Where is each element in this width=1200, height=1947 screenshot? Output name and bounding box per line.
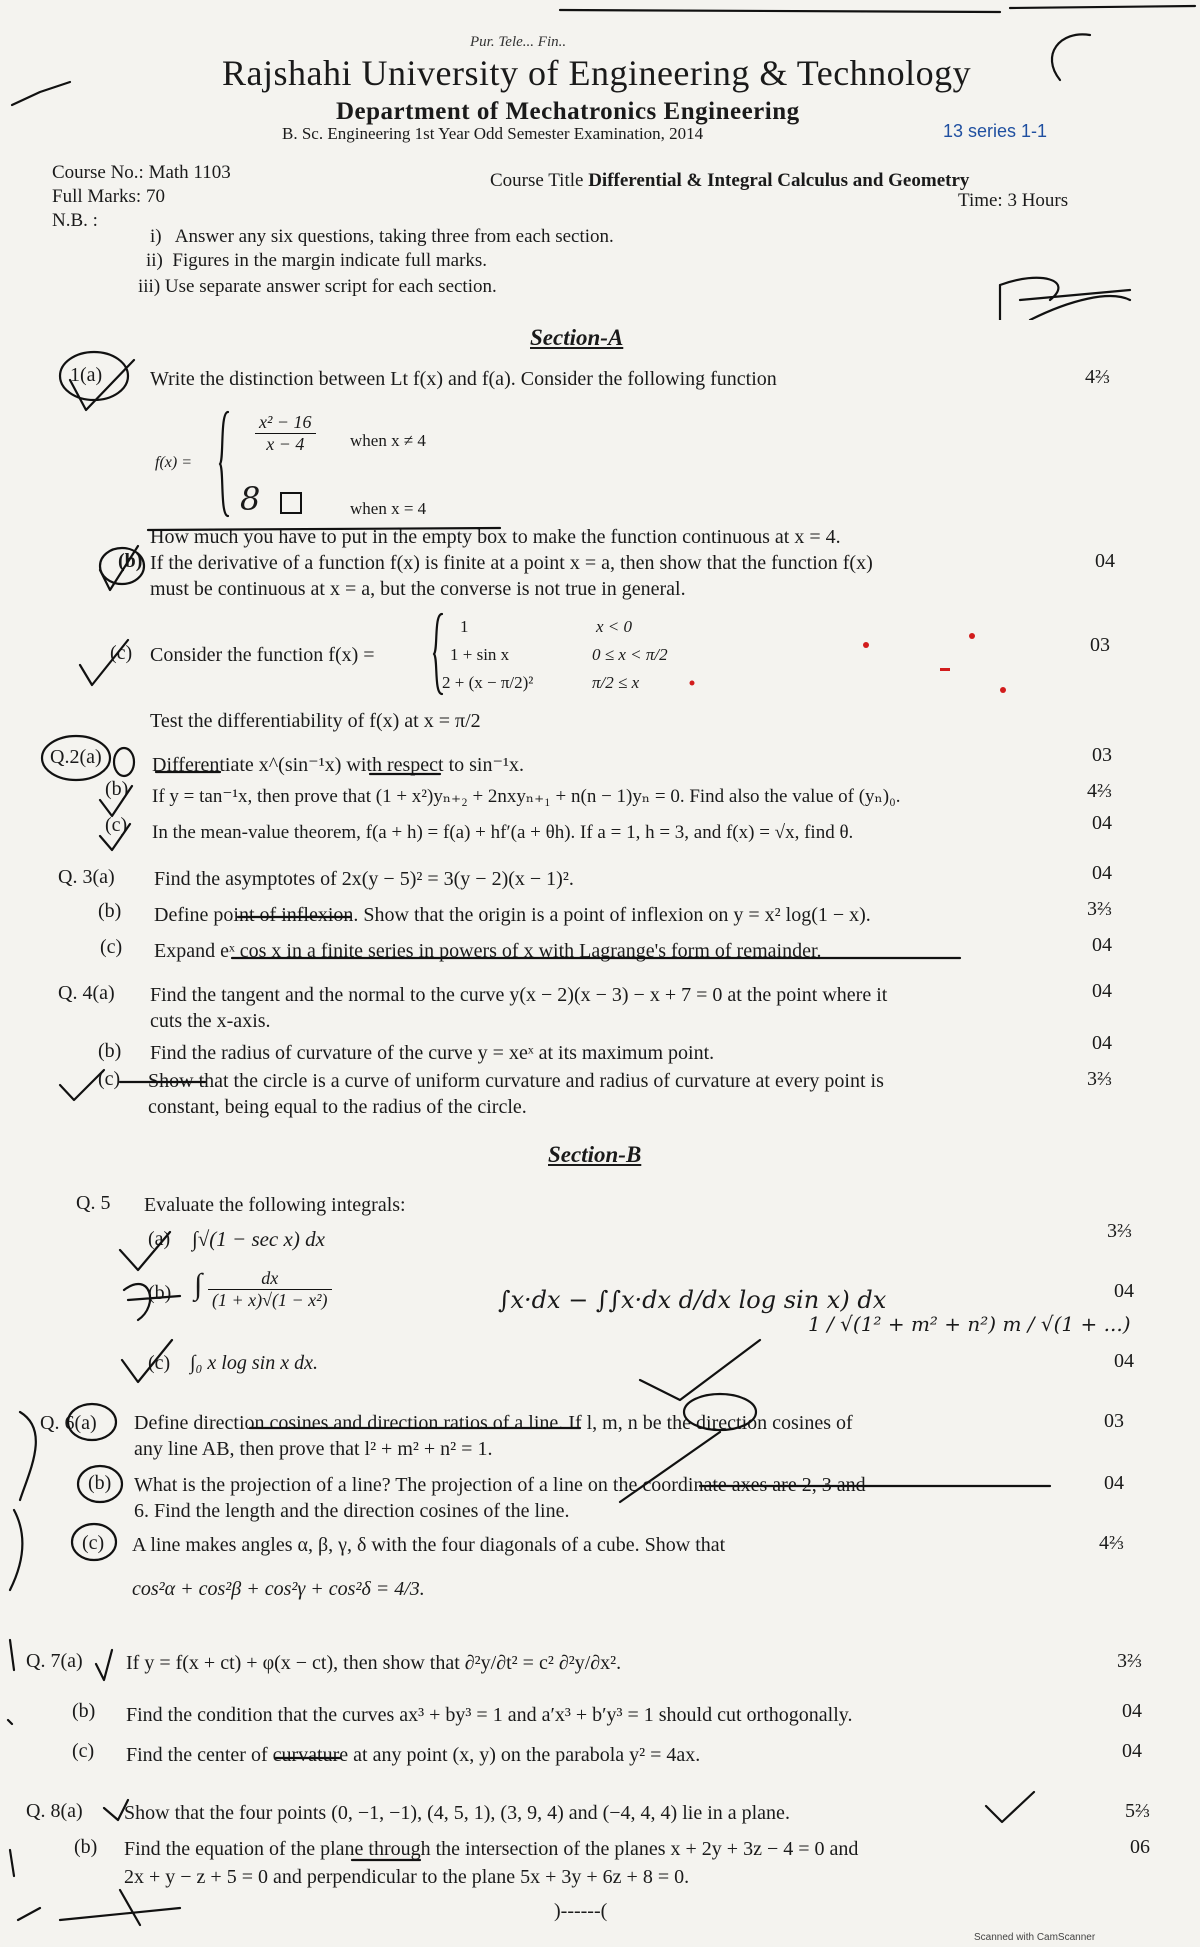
q1c-case1: 1 bbox=[460, 617, 469, 636]
q2b-label: (b) bbox=[105, 778, 129, 800]
scanner-watermark: Scanned with CamScanner bbox=[974, 1932, 1096, 1943]
q4c-text-2: constant, being equal to the radius of the circle. bbox=[148, 1096, 527, 1118]
q5a-marks: 3⅔ bbox=[1107, 1220, 1132, 1242]
q2c-text: In the mean-value theorem, f(a + h) = f(a) + hf′(a + θh). If a = 1, h = 3, and f(x) = √x, find θ. bbox=[152, 822, 854, 843]
q6c-label: (c) bbox=[82, 1532, 105, 1554]
q6a-label: Q. 6(a) bbox=[40, 1412, 97, 1434]
instruction-2: ii) Figures in the margin indicate full marks. bbox=[146, 250, 488, 271]
q7a-marks: 3⅔ bbox=[1117, 1650, 1142, 1672]
q1c-case1-condition: x < 0 bbox=[596, 617, 633, 636]
q5-label: Q. 5 bbox=[76, 1192, 111, 1214]
q8a-label: Q. 8(a) bbox=[26, 1800, 83, 1822]
q7c-text: Find the center of curvature at any point (x, y) on the parabola y² = 4ax. bbox=[126, 1744, 701, 1766]
q4a-text-1: Find the tangent and the normal to the curve y(x − 2)(x − 3) − x + 7 = 0 at the point where it bbox=[150, 984, 888, 1006]
q1a-text: Write the distinction between Lt f(x) and f(a). Consider the following function bbox=[150, 368, 777, 390]
q1a-marks: 4⅔ bbox=[1085, 366, 1110, 388]
q5-handwritten-work: ∫x·dx − ∫∫x·dx d/dx log sin x) dx bbox=[498, 1286, 887, 1314]
q5b-numerator: dx bbox=[208, 1268, 332, 1290]
q7c-marks: 04 bbox=[1122, 1740, 1142, 1762]
q1a-box-value: 8 bbox=[240, 480, 261, 518]
q3c-marks: 04 bbox=[1092, 934, 1112, 956]
q6b-label: (b) bbox=[88, 1472, 112, 1494]
section-b-title: Section-B bbox=[548, 1142, 642, 1167]
q1c-case2: 1 + sin x bbox=[450, 645, 510, 664]
university-name: Rajshahi University of Engineering & Technology bbox=[222, 53, 972, 93]
q2b-marks: 4⅔ bbox=[1087, 780, 1112, 802]
q6c-marks: 4⅔ bbox=[1099, 1532, 1124, 1554]
q8b-text-2: 2x + y − z + 5 = 0 and perpendicular to the plane 5x + 3y + 6z + 8 = 0. bbox=[124, 1866, 690, 1888]
q4b-label: (b) bbox=[98, 1040, 122, 1062]
q3b-marks: 3⅔ bbox=[1087, 898, 1112, 920]
handwritten-header-note: Pur. Tele... Fin.. bbox=[470, 34, 567, 50]
q8a-marks: 5⅔ bbox=[1125, 1800, 1150, 1822]
q1c-case2-condition: 0 ≤ x < π/2 bbox=[592, 645, 668, 664]
q7b-marks: 04 bbox=[1122, 1700, 1142, 1722]
department-name: Department of Mechatronics Engineering bbox=[336, 98, 800, 125]
q5a-text: ∫√(1 − sec x) dx bbox=[192, 1227, 325, 1251]
q2c-label: (c) bbox=[105, 814, 128, 836]
q4b-text: Find the radius of curvature of the curve y = xeˣ at its maximum point. bbox=[150, 1042, 715, 1064]
q7b-label: (b) bbox=[72, 1700, 96, 1722]
q6c-text-2: cos²α + cos²β + cos²γ + cos²δ = 4/3. bbox=[132, 1578, 425, 1600]
q4c-label: (c) bbox=[98, 1068, 121, 1090]
q5c-text: ∫₀ x log sin x dx. bbox=[190, 1352, 318, 1374]
q1b-text-1: If the derivative of a function f(x) is finite at a point x = a, then show that the function f(x) bbox=[150, 552, 873, 574]
q6b-marks: 04 bbox=[1104, 1472, 1124, 1494]
q1c-marks: 03 bbox=[1090, 634, 1110, 656]
q5a-label: (a) bbox=[148, 1228, 171, 1250]
q1c-text-2: Test the differentiability of f(x) at x = π/2 bbox=[150, 710, 481, 732]
section-a-title: Section-A bbox=[530, 325, 624, 350]
q8b-label: (b) bbox=[74, 1836, 98, 1858]
q5b-marks: 04 bbox=[1114, 1280, 1134, 1302]
q1c-case3-condition: π/2 ≤ x bbox=[592, 673, 640, 692]
q7a-text: If y = f(x + ct) + φ(x − ct), then show that ∂²y/∂t² = c² ∂²y/∂x². bbox=[126, 1652, 622, 1674]
q6a-text-1: Define direction cosines and direction ratios of a line. If l, m, n be the direction cosines of bbox=[134, 1412, 853, 1434]
course-title: Differential & Integral Calculus and Geometry bbox=[588, 170, 970, 191]
q8b-text-1: Find the equation of the plane through the intersection of the planes x + 2y + 3z − 4 = 0 and bbox=[124, 1838, 859, 1860]
q8a-text: Show that the four points (0, −1, −1), (4, 5, 1), (3, 9, 4) and (−4, 4, 4) lie in a plane. bbox=[124, 1802, 790, 1824]
course-number: Course No.: Math 1103 bbox=[52, 162, 231, 183]
instruction-3: iii) Use separate answer script for each section. bbox=[138, 276, 497, 297]
q2c-marks: 04 bbox=[1092, 812, 1112, 834]
q4c-text-1: Show that the circle is a curve of uniform curvature and radius of curvature at every point is bbox=[148, 1070, 884, 1092]
q8b-marks: 06 bbox=[1130, 1836, 1150, 1858]
q1b-label: (b) bbox=[118, 550, 143, 572]
q1a-text-2: How much you have to put in the empty box to make the function continuous at x = 4. bbox=[150, 526, 841, 548]
q1b-text-2: must be continuous at x = a, but the converse is not true in general. bbox=[150, 578, 686, 600]
q5c-label: (c) bbox=[148, 1352, 171, 1374]
exam-time: Time: 3 Hours bbox=[958, 190, 1069, 211]
q3a-marks: 04 bbox=[1092, 862, 1112, 884]
full-marks: Full Marks: 70 bbox=[52, 186, 165, 207]
q1a-label: 1(a) bbox=[70, 364, 103, 386]
q2b-text: If y = tan⁻¹x, then prove that (1 + x²)yₙ₊₂ + 2nxyₙ₊₁ + n(n − 1)yₙ = 0. Find also the value of (yₙ)₀. bbox=[152, 786, 901, 807]
q4a-marks: 04 bbox=[1092, 980, 1112, 1002]
q6b-text-2: 6. Find the length and the direction cosines of the line. bbox=[134, 1500, 570, 1522]
q4b-marks: 04 bbox=[1092, 1032, 1112, 1054]
q1c-text: Consider the function f(x) = bbox=[150, 644, 375, 666]
q5-handwritten-work-2: 1 / √(1² + m² + n²) m / √(1 + ...) bbox=[808, 1312, 1131, 1336]
q3b-text: Define point of inflexion. Show that the origin is a point of inflexion on y = x² log(1 − x). bbox=[154, 904, 871, 926]
series-note: 13 series 1-1 bbox=[943, 121, 1048, 141]
q4a-text-2: cuts the x-axis. bbox=[150, 1010, 271, 1032]
q1a-fx: f(x) = bbox=[155, 454, 192, 471]
q5b-label: (b) bbox=[148, 1282, 172, 1304]
q5c-marks: 04 bbox=[1114, 1350, 1134, 1372]
q1b-marks: 04 bbox=[1095, 550, 1115, 572]
q5-text: Evaluate the following integrals: bbox=[144, 1194, 406, 1216]
q1a-case1-denominator: x − 4 bbox=[266, 434, 305, 454]
q3a-text: Find the asymptotes of 2x(y − 5)² = 3(y − 2)(x − 1)². bbox=[154, 868, 574, 890]
q2a-text: Differentiate x^(sin⁻¹x) with respect to sin⁻¹x. bbox=[152, 754, 525, 776]
q1a-case1-numerator: x² − 16 bbox=[255, 412, 316, 434]
end-mark: )------( bbox=[554, 1900, 608, 1922]
q5b-denominator: (1 + x)√(1 − x²) bbox=[212, 1290, 328, 1310]
q3a-label: Q. 3(a) bbox=[58, 866, 115, 888]
q1a-case1-condition: when x ≠ 4 bbox=[350, 431, 426, 450]
q6a-marks: 03 bbox=[1104, 1410, 1124, 1432]
q6b-text-1: What is the projection of a line? The projection of a line on the coordinate axes are 2, 3 and bbox=[134, 1474, 866, 1496]
q3c-text: Expand eˣ cos x in a finite series in powers of x with Lagrange's form of remainder. bbox=[154, 940, 822, 962]
q3b-label: (b) bbox=[98, 900, 122, 922]
q6a-text-2: any line AB, then prove that l² + m² + n² = 1. bbox=[134, 1438, 493, 1460]
q6c-text-1: A line makes angles α, β, γ, δ with the four diagonals of a cube. Show that bbox=[132, 1534, 726, 1556]
q3c-label: (c) bbox=[100, 936, 123, 958]
q7b-text: Find the condition that the curves ax³ + by³ = 1 and a′x³ + b′y³ = 1 should cut orthogonally. bbox=[126, 1704, 853, 1726]
q7c-label: (c) bbox=[72, 1740, 95, 1762]
q4c-marks: 3⅔ bbox=[1087, 1068, 1112, 1090]
q4a-label: Q. 4(a) bbox=[58, 982, 115, 1004]
q7a-label: Q. 7(a) bbox=[26, 1650, 83, 1672]
course-title-label: Course Title bbox=[490, 170, 584, 191]
q1c-label: (c) bbox=[110, 642, 133, 664]
q2a-marks: 03 bbox=[1092, 744, 1112, 766]
nb-label: N.B. : bbox=[52, 210, 98, 231]
q1c-case3: 2 + (x − π/2)² bbox=[442, 673, 534, 692]
exam-title: B. Sc. Engineering 1st Year Odd Semester Examination, 2014 bbox=[282, 124, 704, 143]
q2a-label: Q.2(a) bbox=[50, 746, 102, 768]
q1a-case2-condition: when x = 4 bbox=[350, 499, 427, 518]
q5b-integral: ∫ bbox=[194, 1268, 203, 1301]
instruction-1: i) Answer any six questions, taking three from each section. bbox=[150, 226, 614, 247]
